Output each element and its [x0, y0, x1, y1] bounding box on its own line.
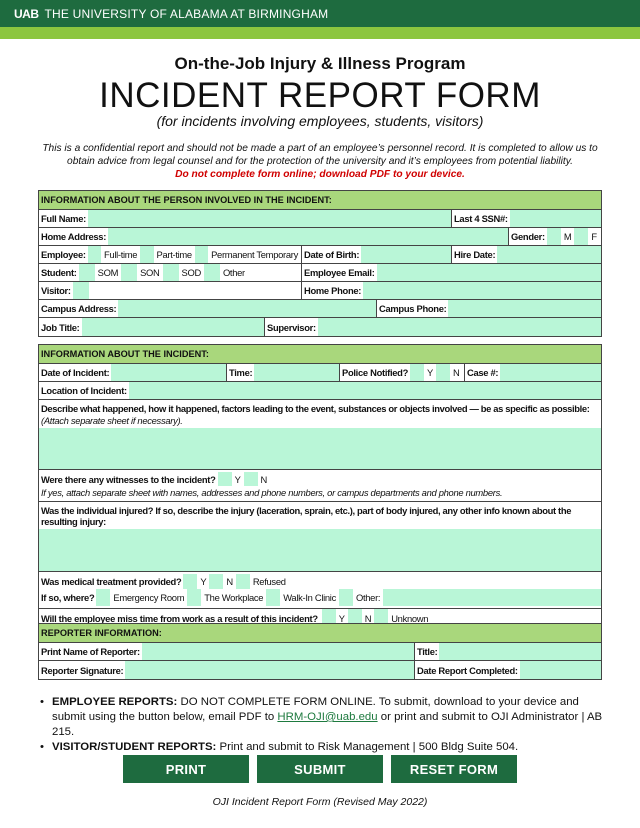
list-item: [40, 695, 610, 740]
som-label: SOM: [97, 267, 119, 278]
print-name-label: Print Name of Reporter:: [41, 646, 140, 657]
section-header: INFORMATION ABOUT THE INCIDENT:: [39, 345, 601, 364]
workplace-label: The Workplace: [204, 592, 264, 603]
form-row: [39, 264, 601, 282]
supervisor-field[interactable]: [318, 318, 601, 336]
form-row: [39, 382, 601, 400]
list-item: [40, 740, 610, 755]
confidential-text: This is a confidential report and should not be made a part of an employee’s personnel record. It is completed to allow us to obtain advice from legal counsel and for the protection of the university and it’s employees from potential liability.: [42, 143, 598, 167]
visitor-checkbox[interactable]: [73, 282, 89, 299]
son-checkbox[interactable]: [121, 264, 137, 281]
gender-f-checkbox[interactable]: [574, 228, 588, 245]
witnesses-question: Were there any witnesses to the incident?: [41, 473, 216, 485]
police-yes-checkbox[interactable]: [410, 364, 424, 381]
employee-email-field[interactable]: [377, 264, 601, 281]
action-buttons: [123, 755, 517, 783]
permanent-temporary-label: Permanent Temporary: [211, 249, 298, 260]
other-label: Other: [222, 267, 245, 278]
gender-m-checkbox[interactable]: [547, 228, 561, 245]
full-name-label: Full Name:: [41, 213, 86, 224]
miss-yes-label: Y: [338, 612, 345, 624]
submission-notes: [40, 695, 610, 755]
describe-block: [39, 400, 601, 470]
employee-label: Employee:: [41, 249, 86, 260]
full-time-checkbox[interactable]: [88, 246, 101, 263]
form-row: [39, 318, 601, 336]
campus-address-field[interactable]: [118, 300, 376, 317]
gender-label: Gender:: [511, 231, 545, 242]
attach-note: (Attach separate sheet if necessary).: [41, 415, 183, 426]
gender-m-label: M: [563, 231, 572, 242]
walkin-label: Walk-In Clinic: [283, 592, 336, 603]
medical-no-label: N: [226, 576, 233, 587]
employee-email-label: Employee Email:: [304, 267, 375, 278]
person-section: [38, 190, 602, 337]
other-location-label: Other:: [355, 592, 381, 603]
incident-section: [38, 344, 602, 628]
campus-phone-label: Campus Phone:: [379, 303, 447, 314]
describe-question: Describe what happened, how it happened, factors leading to the event, substances or objects involved — be as specific as possible:: [41, 403, 590, 414]
student-label: Student:: [41, 267, 77, 278]
miss-no-label: N: [364, 612, 372, 624]
page-title: INCIDENT REPORT FORM: [99, 76, 541, 115]
other-checkbox[interactable]: [204, 264, 220, 281]
university-name: THE UNIVERSITY OF ALABAMA AT BIRMINGHAM: [44, 6, 329, 21]
injury-question: Was the individual injured? If so, describe the injury (laceration, sprain, etc.), part of body injured, any other info known about the resulting injury:: [41, 505, 572, 527]
treatment-block: [39, 574, 601, 609]
ssn-label: Last 4 SSN#:: [454, 213, 508, 224]
home-phone-field[interactable]: [363, 282, 601, 299]
campus-address-label: Campus Address:: [41, 303, 117, 314]
gender-f-label: F: [591, 231, 597, 242]
miss-time-question: Will the employee miss time from work as a result of this incident?: [41, 612, 318, 624]
banner-accent-stripe: [0, 27, 640, 39]
medical-yes-label: Y: [200, 576, 207, 587]
submit-button[interactable]: SUBMIT: [257, 755, 383, 783]
medical-question: Was medical treatment provided?: [41, 576, 182, 587]
supervisor-label: Supervisor:: [267, 321, 316, 333]
other-location-checkbox[interactable]: [339, 589, 353, 606]
reset-form-button[interactable]: RESET FORM: [391, 755, 517, 783]
signature-label: Reporter Signature:: [41, 664, 124, 676]
part-time-label: Part-time: [156, 249, 192, 260]
visitor-label: Visitor:: [41, 285, 71, 296]
ssn-field[interactable]: [510, 210, 601, 227]
uab-logo: UAB: [14, 6, 39, 21]
time-field[interactable]: [254, 364, 339, 381]
hire-date-field[interactable]: [497, 246, 601, 263]
witness-no-label: N: [260, 473, 267, 485]
campus-phone-field[interactable]: [448, 300, 601, 317]
medical-refused-label: Refused: [252, 576, 286, 587]
part-time-checkbox[interactable]: [140, 246, 153, 263]
signature-field[interactable]: [125, 661, 414, 679]
form-scope: (for incidents involving employees, students, visitors): [156, 113, 484, 129]
form-row: [39, 246, 601, 264]
police-notified-label: Police Notified?: [342, 367, 409, 378]
som-checkbox[interactable]: [79, 264, 95, 281]
sod-checkbox[interactable]: [163, 264, 179, 281]
section-header: INFORMATION ABOUT THE PERSON INVOLVED IN THE INCIDENT:: [39, 191, 601, 210]
full-time-label: Full-time: [103, 249, 138, 260]
reporter-section: [38, 623, 602, 680]
visitor-reports-label: VISITOR/STUDENT REPORTS:: [52, 741, 217, 753]
form-revision-footer: OJI Incident Report Form (Revised May 2022): [212, 796, 428, 808]
employee-reports-text-2: or print and submit to OJI Administrator | AB 215.: [52, 711, 603, 738]
employee-reports-label: EMPLOYEE REPORTS:: [52, 696, 178, 708]
case-number-field[interactable]: [500, 364, 601, 381]
program-title: On-the-Job Injury & Illness Program: [174, 54, 466, 73]
location-field[interactable]: [129, 382, 601, 399]
section-header: REPORTER INFORMATION:: [39, 624, 601, 643]
print-button[interactable]: PRINT: [123, 755, 249, 783]
walkin-checkbox[interactable]: [266, 589, 280, 606]
form-row: [39, 300, 601, 318]
miss-unknown-label: Unknown: [391, 612, 429, 624]
date-completed-label: Date Report Completed:: [417, 664, 518, 676]
injury-block: [39, 502, 601, 572]
witness-no-checkbox[interactable]: [244, 472, 258, 486]
medical-no-checkbox[interactable]: [209, 574, 223, 589]
home-phone-label: Home Phone:: [304, 285, 362, 296]
injury-textarea[interactable]: [39, 529, 601, 571]
confidential-notice: [40, 142, 600, 181]
employee-reports-text: DO NOT COMPLETE FORM ONLINE. To submit, download to your device and submit using the button below, email PDF to: [52, 696, 579, 723]
print-name-field[interactable]: [142, 643, 414, 660]
witness-block: [39, 470, 601, 502]
permanent-temporary-checkbox[interactable]: [195, 246, 208, 263]
form-row: [39, 661, 601, 679]
describe-textarea[interactable]: [39, 428, 601, 469]
sod-label: SOD: [181, 267, 201, 278]
job-title-label: Job Title:: [41, 321, 80, 333]
incident-date-field[interactable]: [111, 364, 226, 381]
hire-date-label: Hire Date:: [454, 249, 496, 260]
email-link[interactable]: HRM-OJI@uab.edu: [277, 711, 378, 723]
form-row: [39, 210, 601, 228]
other-location-field[interactable]: [383, 589, 601, 606]
witness-yes-checkbox[interactable]: [218, 472, 232, 486]
full-name-field[interactable]: [88, 210, 451, 227]
son-label: SON: [140, 267, 160, 278]
job-title-field[interactable]: [82, 318, 265, 336]
medical-refused-checkbox[interactable]: [236, 574, 250, 589]
dob-label: Date of Birth:: [304, 249, 360, 260]
online-warning: Do not complete form online; download PDF to your device.: [175, 169, 465, 180]
form-row: [39, 282, 601, 300]
form-row: [39, 228, 601, 246]
visitor-reports-text: Print and submit to Risk Management | 500 Bldg Suite 504.: [219, 741, 519, 753]
case-number-label: Case #:: [467, 367, 499, 378]
top-banner: [0, 0, 640, 27]
witness-yes-label: Y: [234, 473, 241, 485]
police-no-checkbox[interactable]: [436, 364, 450, 381]
date-completed-field[interactable]: [520, 661, 601, 679]
police-no-label: N: [453, 367, 460, 378]
workplace-checkbox[interactable]: [187, 589, 201, 606]
reporter-title-label: Title:: [417, 646, 438, 657]
reporter-title-field[interactable]: [439, 643, 601, 660]
where-label: If so, where?: [41, 592, 95, 603]
medical-yes-checkbox[interactable]: [183, 574, 197, 589]
home-address-label: Home Address:: [41, 231, 107, 242]
police-yes-label: Y: [427, 367, 433, 378]
time-label: Time:: [229, 367, 253, 378]
er-checkbox[interactable]: [96, 589, 110, 606]
witness-note: If yes, attach separate sheet with names, addresses and phone numbers, or campus departments and phone numbers.: [41, 487, 503, 498]
form-row: [39, 643, 601, 661]
dob-field[interactable]: [361, 246, 451, 263]
home-address-field[interactable]: [108, 228, 508, 245]
incident-date-label: Date of Incident:: [41, 367, 110, 378]
location-label: Location of Incident:: [41, 385, 127, 396]
er-label: Emergency Room: [113, 592, 185, 603]
form-row: [39, 364, 601, 382]
